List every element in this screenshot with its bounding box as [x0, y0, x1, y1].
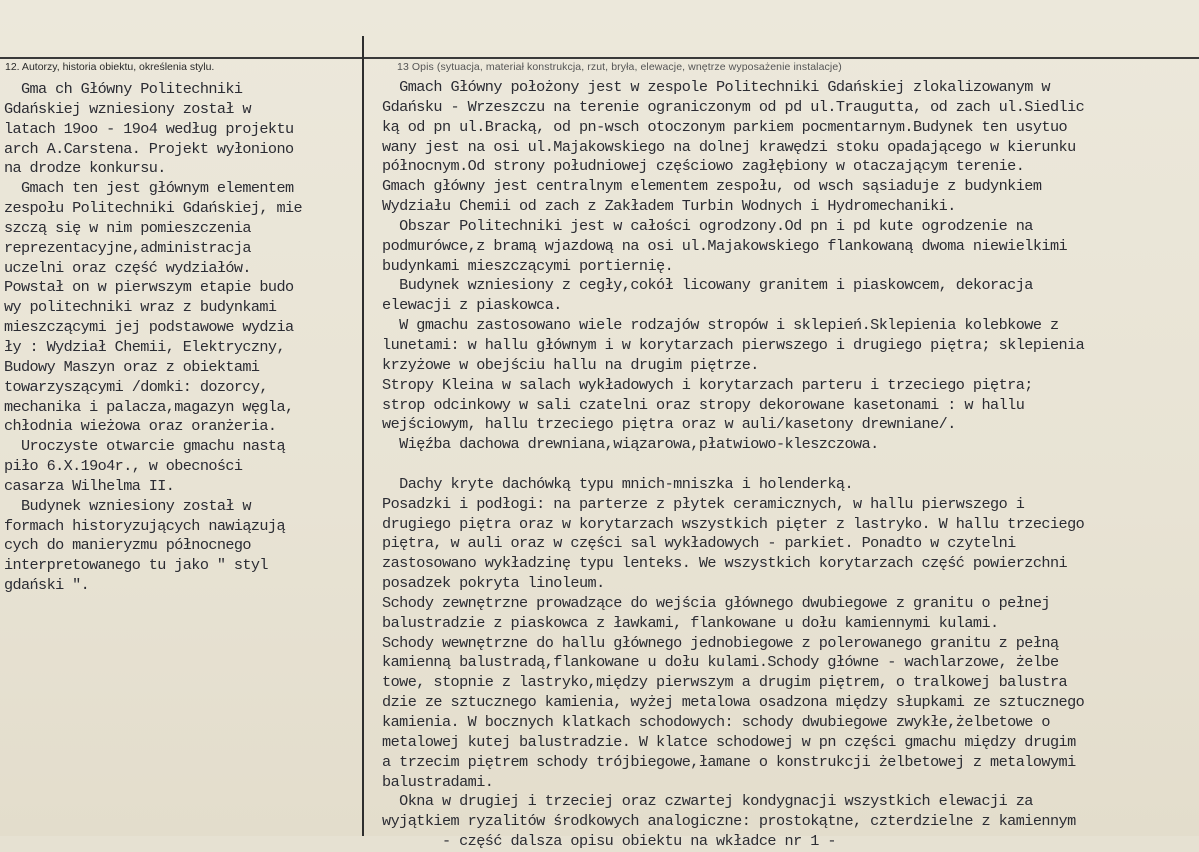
text-line: ły : Wydział Chemii, Elektryczny, [4, 337, 285, 356]
text-line: towarzyszącymi /domki: dozorcy, [4, 377, 268, 396]
text-line: towe, stopnie z lastryko,między pierwszym a drugim piętrem, o tralkowej balustra [382, 673, 1068, 692]
text-line: Okna w drugiej i trzeciej oraz czwartej kondygnacji wszystkich elewacji za [382, 792, 1033, 811]
text-line: Gmach główny jest centralnym elementem zespołu, od wsch sąsiaduje z budynkiem [382, 177, 1042, 196]
text-line: Gdańsku - Wrzeszczu na terenie ograniczonym od pd ul.Traugutta, od zach ul.Siedlic [382, 97, 1085, 116]
text-line: Gmach Główny położony jest w zespole Politechniki Gdańskiej zlokalizowanym w [382, 78, 1050, 96]
text-line: interpretowanego tu jako " styl [4, 556, 268, 575]
text-line [382, 455, 1084, 475]
text-line: Gdańskiej wzniesiony został w [4, 99, 251, 118]
text-line: wyjątkiem ryzalitów środkowych analogiczne: prostokątne, czterdzielne z kamiennym [382, 812, 1076, 831]
text-line: piętra, w auli oraz w części sal wykładowych - parkiet. Ponadto w czytelni [382, 534, 1016, 553]
text-line: Schody wewnętrzne do hallu głównego jednobiegowe z polerowanego granitu z pełną [382, 633, 1059, 652]
text-line: Posadzki i podłogi: na parterze z płytek ceramicznych, w hallu pierwszego i [382, 494, 1025, 513]
text-line: - część dalsza opisu obiektu na wkładce nr 1 - [382, 832, 836, 851]
text-line: Obszar Politechniki jest w całości ogrodzony.Od pn i pd kute ogrodzenie na [382, 216, 1033, 235]
text-line: cych do manieryzmu północnego [4, 536, 251, 555]
text-line: drugiego piętra oraz w korytarzach wszystkich pięter z lastryko. W hallu trzeciego [382, 514, 1085, 533]
text-line: elewacji z piaskowca. [382, 296, 562, 315]
text-line: latach 19oo - 19o4 według projektu [4, 119, 294, 138]
text-line: Więźba dachowa drewniana,wiązarowa,płatwiowo-kleszczowa. [382, 435, 879, 454]
text-line: na drodze konkursu. [4, 159, 166, 178]
text-line: wy politechniki wraz z budynkami [4, 298, 277, 317]
text-line: Gmach ten jest głównym elementem [4, 179, 294, 198]
text-line: Budynek wzniesiony z cegły,cokół licowany granitem i piaskowcem, dekoracja [382, 276, 1033, 295]
text-line: reprezentacyjne,administracja [4, 238, 251, 257]
text-line: szczą się w nim pomieszczenia [4, 218, 251, 237]
text-line: metalowej kutej balustradzie. W klatce schodowej w pn części gmachu między drugim [382, 732, 1076, 751]
text-line: balustradami. [382, 772, 494, 791]
column-divider [362, 36, 364, 836]
text-line: a trzecim piętrem schody trójbiegowe,łamane o konstrukcji żelbetowej z metalowymi [382, 752, 1076, 771]
text-line: kamienną balustradą,flankowane u dołu kulami.Schody główne - wachlarzowe, żelbe [382, 653, 1059, 672]
text-line: mieszczącymi jej podstawowe wydzia [4, 318, 294, 337]
text-line: ką od pn ul.Bracką, od pn-wsch otoczonym parkiem pocmentarnym.Budynek ten usytuo [382, 117, 1068, 136]
text-line: posadzek pokryta linoleum. [382, 574, 605, 593]
description-text-column [382, 78, 1084, 852]
text-line: W gmachu zastosowano wiele rodzajów stropów i sklepień.Sklepienia kolebkowe z [382, 316, 1059, 335]
text-line: balustradzie z piaskowca z ławkami, flankowane u dołu kamiennymi kulami. [382, 613, 999, 632]
text-line: podmurówce,z bramą wjazdową na osi ul.Majakowskiego flankowaną dwoma niewielkimi [382, 236, 1068, 255]
text-line: uczelni oraz część wydziałów. [4, 258, 251, 277]
text-line: Gma ch Główny Politechniki [4, 80, 243, 98]
text-line: Budynek wzniesiony został w [4, 496, 251, 515]
text-line: chłodnia wieżowa oraz oranżeria. [4, 417, 277, 436]
history-text-column [4, 80, 302, 596]
text-line: kamienia. W bocznych klatkach schodowych: schody dwubiegowe zwykłe,żelbetowe o [382, 713, 1050, 731]
header-divider [0, 57, 1199, 59]
text-line: Schody zewnętrzne prowadzące do wejścia głównego dwubiegowe z granitu o pełnej [382, 593, 1050, 612]
text-line: Wydziału Chemii od zach z Zakładem Turbin Wodnych i Hydromechaniki. [382, 197, 956, 216]
text-line: budynkami mieszczącymi portiernię. [382, 256, 674, 275]
section-12-heading: 12. Autorzy, historia obiektu, określenia stylu. [5, 61, 215, 73]
text-line: dzie ze sztucznego kamienia, wyżej metalowa osadzona między słupkami ze sztucznego [382, 693, 1085, 712]
section-13-heading: 13 Opis (sytuacja, materiał konstrukcja, rzut, bryła, elewacje, wnętrze wyposażenie instalacje) [397, 61, 842, 73]
text-line: arch A.Carstena. Projekt wyłoniono [4, 139, 294, 158]
text-line: krzyżowe w obejściu hallu na drugim piętrze. [382, 355, 759, 374]
text-line: Powstał on w pierwszym etapie budo [4, 278, 294, 297]
text-line: Dachy kryte dachówką typu mnich-mniszka i holenderką. [382, 474, 854, 493]
text-line: Stropy Kleina w salach wykładowych i korytarzach parteru i trzeciego piętra; [382, 375, 1033, 394]
text-line: wany jest na osi ul.Majakowskiego na dolnej krawędzi stoku opadającego w kierunku [382, 137, 1076, 156]
text-line: Uroczyste otwarcie gmachu nastą [4, 437, 285, 456]
text-line: formach historyzujących nawiązują [4, 516, 285, 535]
text-line: gdański ". [4, 576, 90, 595]
text-line: casarza Wilhelma II. [4, 476, 175, 495]
text-line: zastosowano wykładzinę typu lenteks. We wszystkich korytarzach część powierzchni [382, 554, 1068, 573]
text-line: mechanika i palacza,magazyn węgla, [4, 397, 294, 416]
text-line: piło 6.X.19o4r., w obecności [4, 457, 243, 476]
text-line: północnym.Od strony południowej częściowo zagłębiony w otaczającym terenie. [382, 157, 1025, 176]
text-line: Budowy Maszyn oraz z obiektami [4, 357, 260, 376]
text-line: lunetami: w hallu głównym i w korytarzach pierwszego i drugiego piętra; sklepienia [382, 335, 1085, 354]
text-line: wejściowym, hallu trzeciego piętra oraz w auli/kasetony drewniane/. [382, 415, 956, 434]
text-line: strop odcinkowy w sali czatelni oraz stropy dekorowane kasetonami : w hallu [382, 395, 1025, 414]
text-line: zespołu Politechniki Gdańskiej, mie [4, 199, 302, 218]
